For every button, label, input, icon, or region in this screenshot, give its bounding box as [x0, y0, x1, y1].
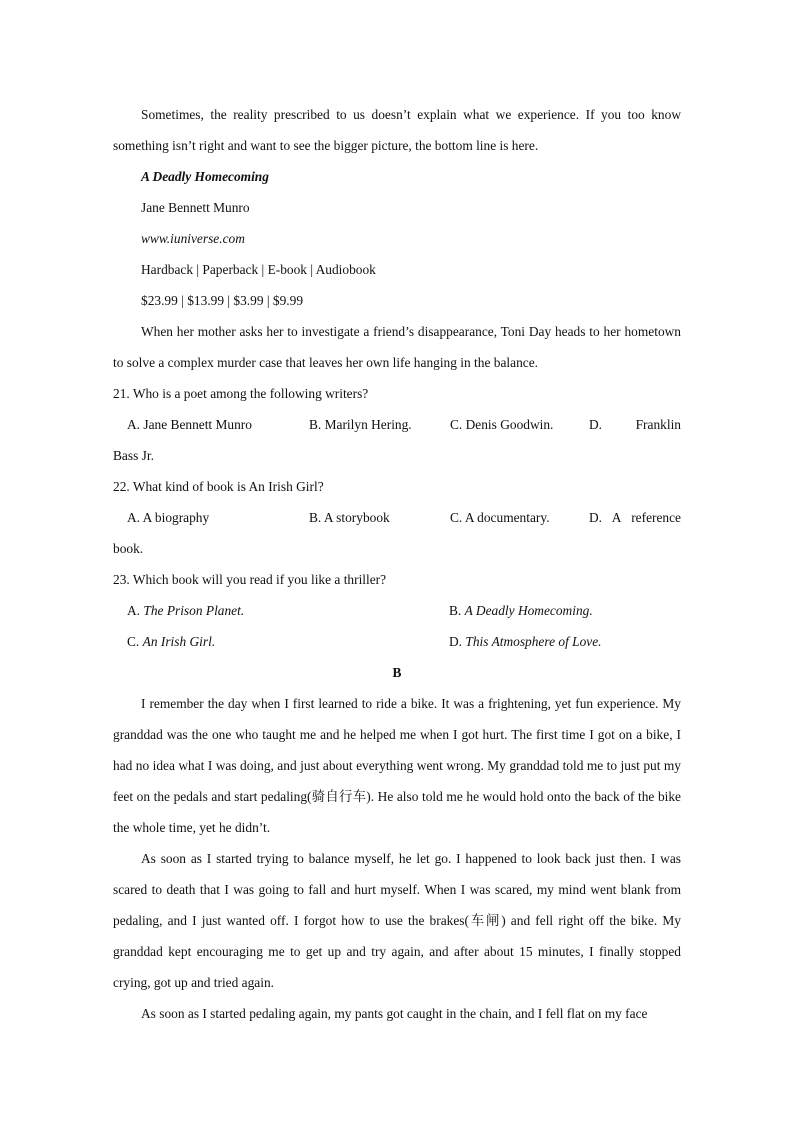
option-d-word-1: A	[611, 510, 622, 525]
question-23-options-row-1	[113, 595, 681, 626]
question-21-option-d	[589, 409, 681, 440]
option-text: This Atmosphere of Love.	[465, 634, 602, 649]
intro-paragraph: Sometimes, the reality prescribed to us doesn’t explain what we experience. If you too know something isn’t right and want to see the bigger picture, the bottom line is here.	[113, 107, 681, 153]
question-21-option-b: B. Marilyn Hering.	[309, 417, 412, 432]
option-d-text-start: Franklin	[635, 417, 681, 432]
book-description: When her mother asks her to investigate a friend’s disappearance, Toni Day heads to her hometown to solve a complex murder case that leaves her own life hanging in the balance.	[113, 324, 681, 370]
question-21-option-c: C. Denis Goodwin.	[450, 417, 554, 432]
option-letter: B.	[449, 603, 462, 618]
question-22-option-b: B. A storybook	[309, 510, 390, 525]
book-author: Jane Bennett Munro	[141, 200, 250, 215]
section-b-heading: B	[392, 665, 402, 680]
option-d-letter: D.	[589, 417, 603, 432]
option-text: A Deadly Homecoming.	[464, 603, 593, 618]
book-title: A Deadly Homecoming	[141, 169, 269, 184]
question-23-option-d	[449, 626, 602, 657]
question-22-option-d-continued: book.	[113, 541, 144, 556]
section-b-paragraph-1: I remember the day when I first learned to ride a bike. It was a frightening, yet fun experience. My granddad was the one who taught me and he helped me when I got hurt. The first time I got on a bike, I had no idea what I was doing, and just about everything went wrong. My granddad told me to just put my feet on the pedals and start pedaling(骑自行车). He also told me he would hold onto the back of the bike the whole time, yet he didn’t.	[113, 696, 681, 835]
question-23-options-row-2	[113, 626, 681, 657]
question-21-options	[113, 409, 681, 440]
question-22-option-c: C. A documentary.	[450, 510, 550, 525]
book-website: www.iuniverse.com	[141, 231, 245, 246]
book-formats: Hardback | Paperback | E-book | Audiobook	[141, 262, 376, 277]
option-letter: C.	[127, 634, 140, 649]
book-prices: $23.99 | $13.99 | $3.99 | $9.99	[141, 293, 304, 308]
question-22-stem: 22. What kind of book is An Irish Girl?	[113, 479, 324, 494]
question-23-stem: 23. Which book will you read if you like a thriller?	[113, 572, 387, 587]
question-23-option-b	[449, 595, 593, 626]
section-b-paragraph-3: As soon as I started pedaling again, my pants got caught in the chain, and I fell flat on my face	[141, 1006, 648, 1021]
question-23-option-c	[127, 626, 449, 657]
option-letter: D.	[449, 634, 463, 649]
option-text: The Prison Planet.	[143, 603, 245, 618]
section-b-paragraph-2: As soon as I started trying to balance myself, he let go. I happened to look back just then. I was scared to death that I was going to fall and hurt myself. When I was scared, my mind went blank from pedaling, and I just wanted off. I forgot how to use the brakes(车闸) and fell right off the bike. My granddad kept encouraging me to get up and try again, and after about 15 minutes, I finally stopped crying, got up and tried again.	[113, 851, 681, 990]
question-21-option-d-continued: Bass Jr.	[113, 448, 154, 463]
option-text: An Irish Girl.	[142, 634, 216, 649]
question-22-options	[113, 502, 681, 533]
option-d-word-2: reference	[631, 510, 681, 525]
option-d-letter: D.	[589, 510, 603, 525]
question-22-option-a: A. A biography	[127, 510, 210, 525]
option-letter: A.	[127, 603, 141, 618]
question-23-option-a	[127, 595, 449, 626]
question-21-stem: 21. Who is a poet among the following writers?	[113, 386, 369, 401]
question-21-option-a: A. Jane Bennett Munro	[127, 417, 252, 432]
question-22-option-d	[589, 502, 681, 533]
